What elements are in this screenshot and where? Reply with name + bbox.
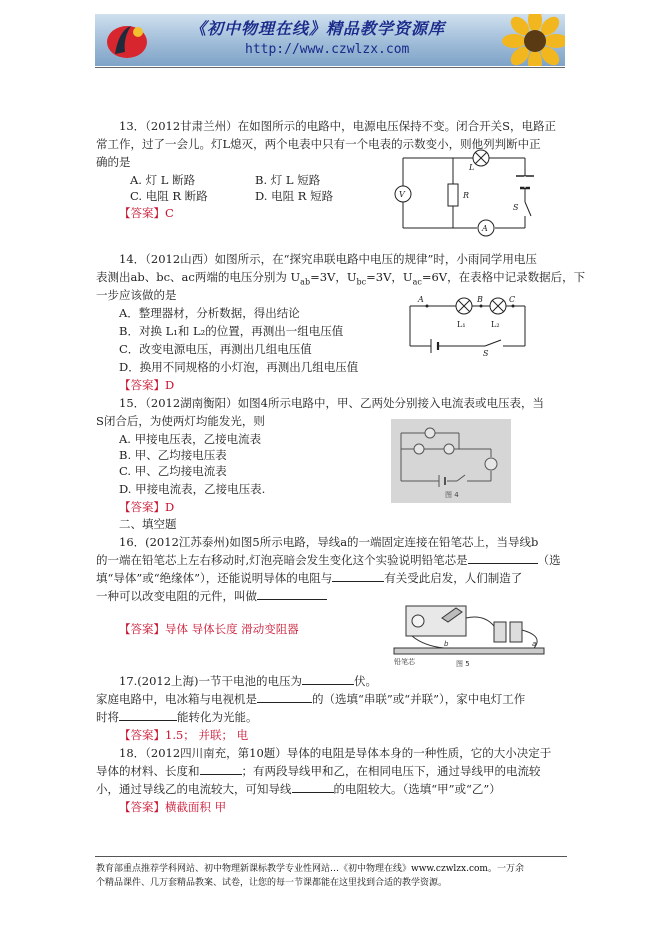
q17-line3: 时将 能转化为光能。 xyxy=(96,710,258,724)
q13-option-b: B. 灯 L 短路 xyxy=(255,173,321,187)
q14-circuit-diagram xyxy=(405,294,530,356)
q14-option-d: D．换用不同规格的小灯泡，再测出几组电压值 xyxy=(119,360,359,374)
q13-circuit-diagram xyxy=(385,148,550,240)
q13-option-a: A. 灯 L 断路 xyxy=(130,173,196,187)
q16-figure xyxy=(384,596,550,668)
q13-option-d: D. 电阻 R 短路 xyxy=(255,189,334,203)
q15-figure-photo xyxy=(391,419,511,503)
q15-option-c: C. 甲、乙均接电流表 xyxy=(119,464,227,478)
q14-fig-c: C xyxy=(509,295,516,304)
footer-line1: 教育部重点推荐学科网站、初中物理新课标教学专业性网站…《初中物理在线》www.czwlzx.com。一万余 xyxy=(96,864,524,874)
q13-answer: 【答案】C xyxy=(119,206,174,220)
q17-line1: 17.(2012上海)一节干电池的电压为 伏。 xyxy=(119,674,378,688)
q15-answer: 【答案】D xyxy=(119,500,175,514)
header-banner xyxy=(95,14,565,66)
q14-fig-b: B xyxy=(477,295,483,304)
q14-fig-l2: L₂ xyxy=(491,320,500,329)
q17-answer: 【答案】1.5； 并联； 电 xyxy=(119,728,249,742)
q16-fig-a: a xyxy=(532,640,537,648)
q13-fig-l: L xyxy=(469,163,475,172)
q13-fig-a: A xyxy=(482,224,488,233)
q14-fig-a: A xyxy=(418,295,424,304)
q13-line3: 确的是 xyxy=(96,155,131,169)
q14-option-b: B．对换 L₁和 L₂的位置，再测出一组电压值 xyxy=(119,324,344,338)
q15-line1: 15．（2012湖南衡阳）如图4所示电路中，甲、乙两处分别接入电流表或电压表，当 xyxy=(119,396,544,410)
q13-fig-s: S xyxy=(513,203,519,212)
q14-line2: 表测出ab、bc、ac两端的电压分别为 $U_{ab}=3V$，$U_{bc}=3V$，$U_{ac}=6V$，在表格中记录数据后，下 xyxy=(96,270,586,287)
q16-blank-3[interactable] xyxy=(257,587,327,600)
q14-option-a: A．整理器材，分析数据，得出结论 xyxy=(119,306,300,320)
q16-blank-2[interactable] xyxy=(332,569,384,582)
footer-rule xyxy=(95,856,567,857)
q18-line1: 18．（2012四川南充，第10题）导体的电阻是导体本身的一种性质，它的大小决定于 xyxy=(119,746,552,760)
q16-line1: 16．(2012江苏泰州)如图5所示电路，导线a的一端固定连接在铅笔芯上，当导线b xyxy=(119,535,539,549)
q14-fig-l1: L₁ xyxy=(457,320,466,329)
section-fill-in-title: 二、填空题 xyxy=(119,517,177,531)
q13-fig-v: V xyxy=(399,190,405,199)
banner-url[interactable]: http://www.czwlzx.com xyxy=(245,42,410,57)
q15-option-d: D. 甲接电流表，乙接电压表. xyxy=(119,482,266,496)
q18-answer: 【答案】横截面积 甲 xyxy=(119,800,227,814)
q18-line3: 小，通过导线乙的电流较大，可知导线 的电阻较大。（选填“甲”或“乙”） xyxy=(96,782,501,796)
q13-option-c: C. 电阻 R 断路 xyxy=(130,189,208,203)
q17-line2: 家庭电路中，电冰箱与电视机是 的（选填“串联”或“并联”），家中电灯工作 xyxy=(96,692,526,706)
q13-fig-r: R xyxy=(463,191,470,200)
q16-fig-caption: 图 5 xyxy=(456,660,470,668)
q14-line3: 一步应该做的是 xyxy=(96,288,177,302)
banner-title: 《初中物理在线》精品教学资源库 xyxy=(190,19,446,38)
q13-line1: 13．（2012甘肃兰州）在如图所示的电路中，电源电压保持不变。闭合开关S，电路正 xyxy=(119,119,557,133)
q16-line3: 填“导体”或“绝缘体”），还能说明导体的电阻与 有关受此启发，人们制造了 xyxy=(96,571,523,585)
q16-fig-label: 铅笔芯 xyxy=(394,658,415,666)
q16-answer: 【答案】导体 导体长度 滑动变阻器 xyxy=(119,622,299,636)
q15-line2: S闭合后，为使两灯均能发光，则 xyxy=(96,414,265,428)
q16-fig-b: b xyxy=(444,640,449,648)
q14-fig-s: S xyxy=(483,349,489,358)
q13-line2: 常工作，过了一会儿。灯L熄灭，两个电表中只有一个电表的示数变小，则他列判断中正 xyxy=(96,137,541,151)
q14-option-c: C．改变电源电压，再测出几组电压值 xyxy=(119,342,312,356)
q17-blank-1[interactable] xyxy=(302,672,354,685)
q14-line1: 14．（2012山西）如图所示，在“探究串联电路中电压的规律”时，小雨同学用电压 xyxy=(119,252,537,266)
header-rule xyxy=(95,67,565,68)
q17-blank-2[interactable] xyxy=(257,690,312,703)
site-logo-icon xyxy=(105,20,149,60)
q16-line4: 一种可以改变电阻的元件，叫做 xyxy=(96,587,327,605)
q15-fig-caption: 图 4 xyxy=(445,491,459,499)
sunflower-icon xyxy=(500,14,565,66)
q18-line2: 导体的材料、长度和 ；有两段导线甲和乙，在相同电压下，通过导线甲的电流较 xyxy=(96,764,541,778)
q14-answer: 【答案】D xyxy=(119,378,175,392)
q17-blank-3[interactable] xyxy=(119,708,177,721)
q15-option-a: A. 甲接电压表，乙接电流表 xyxy=(119,432,262,446)
q16-line2: 的一端在铅笔芯上左右移动时,灯泡亮暗会发生变化这个实验说明铅笔芯是 （选 xyxy=(96,553,561,567)
footer-line2: 个精品课件、几万套精品教案、试卷，让您的每一节课都能在这里找到合适的教学资源。 xyxy=(96,878,448,888)
q18-blank-2[interactable] xyxy=(292,780,334,793)
q15-option-b: B. 甲、乙均接电压表 xyxy=(119,448,227,462)
q16-blank-1[interactable] xyxy=(468,551,538,564)
q18-blank-1[interactable] xyxy=(200,762,242,775)
